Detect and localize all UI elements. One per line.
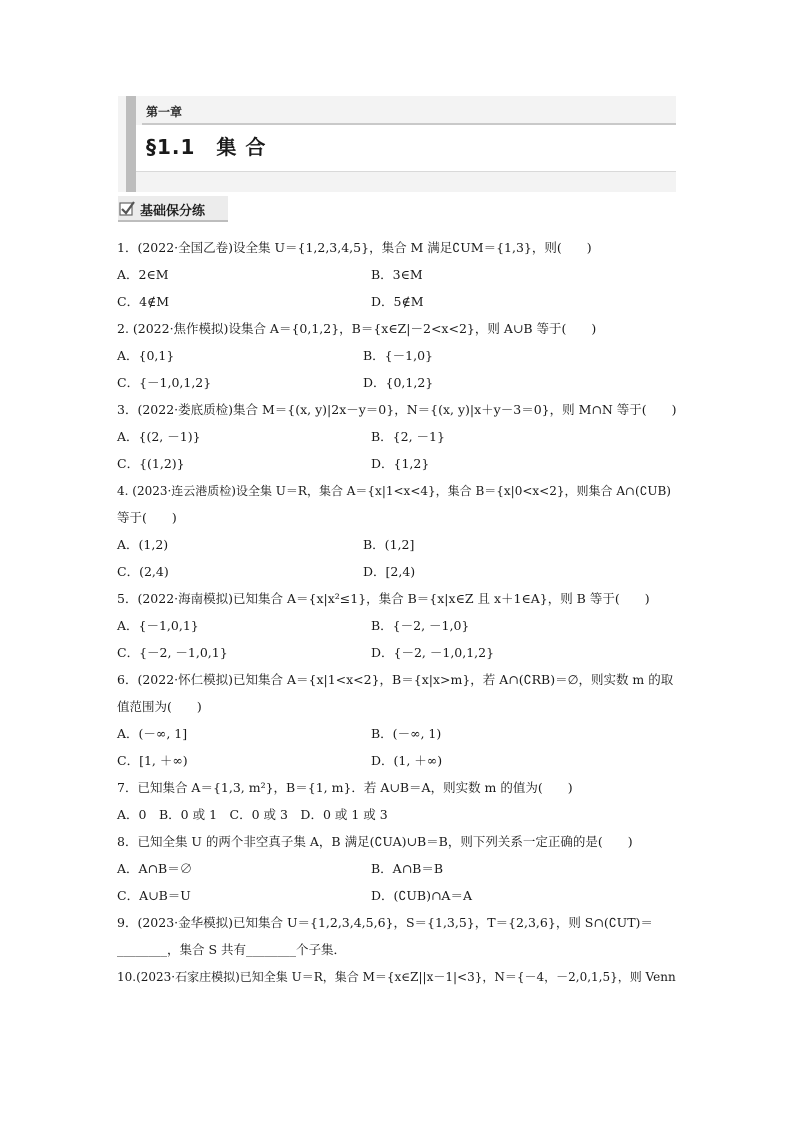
chapter-label: 第一章: [146, 105, 183, 119]
question-6-option-a: A．(－∞, 1]: [117, 726, 188, 741]
question-1-option-a: A．2∈M: [117, 267, 169, 282]
question-4-stem-continued: 等于( ): [117, 510, 177, 525]
question-9-stem: 9．(2023·金华模拟)已知集合 U＝{1,2,3,4,5,6}，S＝{1,3,5}，T＝{2,3,6}，则 S∩(∁UT)＝: [117, 915, 653, 930]
question-3-option-b: B．{2, －1}: [371, 429, 445, 444]
question-2-option-c: C．{－1,0,1,2}: [117, 375, 212, 390]
practice-tag: [118, 196, 228, 222]
question-4-option-c: C．(2,4): [117, 564, 169, 579]
question-1-option-c: C．4∉M: [117, 294, 170, 309]
question-7-options: A．0 B．0 或 1 C．0 或 3 D．0 或 1 或 3: [117, 807, 388, 822]
question-5-option-b: B．{－2, －1,0}: [371, 618, 470, 633]
question-5-stem: 5．(2022·海南模拟)已知集合 A＝{x|x²≤1}，集合 B＝{x|x∈Z 且 x＋1∈A}，则 B 等于( ): [117, 591, 650, 606]
header-accent-bar: [126, 96, 136, 192]
question-8-option-b: B．A∩B＝B: [371, 861, 444, 876]
question-8-option-c: C．A∪B＝U: [117, 888, 191, 903]
question-5-option-c: C．{－2, －1,0,1}: [117, 645, 228, 660]
question-6-stem: 6．(2022·怀仁模拟)已知集合 A＝{x|1<x<2}，B＝{x|x>m}，若 A∩(∁RB)＝∅，则实数 m 的取: [117, 672, 674, 687]
question-5-option-a: A．{－1,0,1}: [117, 618, 199, 633]
question-3-option-a: A．{(2, －1)}: [117, 429, 201, 444]
section-title: §1.1 集 合: [146, 135, 267, 159]
question-7-stem: 7．已知集合 A＝{1,3, m²}，B＝{1, m}．若 A∪B＝A，则实数 m 的值为( ): [117, 780, 573, 795]
checkbox-check-icon: [119, 200, 135, 216]
question-10-stem: 10.(2023·石家庄模拟)已知全集 U＝R，集合 M＝{x∈Z||x－1|<3}，N＝{－4，－2,0,1,5}，则 Venn: [117, 970, 676, 984]
question-4-option-a: A．(1,2): [117, 537, 169, 552]
question-1-option-b: B．3∈M: [371, 267, 423, 282]
question-8-option-a: A．A∩B＝∅: [117, 861, 193, 876]
question-1-stem: 1．(2022·全国乙卷)设全集 U＝{1,2,3,4,5}，集合 M 满足∁UM＝{1,3}，则( ): [117, 240, 592, 255]
question-2-option-a: A．{0,1}: [117, 348, 175, 363]
practice-label: 基础保分练: [140, 204, 206, 219]
question-3-option-d: D．{1,2}: [371, 456, 430, 471]
question-2-stem: 2. (2022·焦作模拟)设集合 A＝{0,1,2}，B＝{x∈Z|－2<x<2}，则 A∪B 等于( ): [117, 321, 597, 336]
question-8-stem: 8．已知全集 U 的两个非空真子集 A，B 满足(∁UA)∪B＝B，则下列关系一定正确的是( ): [117, 834, 633, 849]
question-8-option-d: D．(∁UB)∩A＝A: [371, 888, 472, 903]
question-4-option-d: D．[2,4): [363, 564, 416, 579]
question-1-option-d: D．5∉M: [371, 294, 424, 309]
question-5-option-d: D．{－2, －1,0,1,2}: [371, 645, 495, 660]
question-3-stem: 3．(2022·娄底质检)集合 M＝{(x, y)|2x－y＝0}，N＝{(x, y)|x＋y－3＝0}，则 M∩N 等于( ): [117, 402, 677, 417]
question-4-option-b: B．(1,2]: [363, 537, 415, 552]
question-6-option-c: C．[1, ＋∞): [117, 753, 188, 768]
question-6-option-b: B．(－∞, 1): [371, 726, 442, 741]
question-9-stem-continued: ________，集合 S 共有________个子集．: [117, 942, 347, 957]
question-2-option-b: B．{－1,0}: [363, 348, 433, 363]
question-6-option-d: D．(1, ＋∞): [371, 753, 443, 768]
question-6-stem-continued: 值范围为( ): [117, 699, 202, 714]
question-4-stem: 4. (2023·连云港质检)设全集 U＝R，集合 A＝{x|1<x<4}，集合 B＝{x|0<x<2}，则集合 A∩(∁UB): [117, 484, 671, 498]
question-3-option-c: C．{(1,2)}: [117, 456, 185, 471]
question-2-option-d: D．{0,1,2}: [363, 375, 434, 390]
